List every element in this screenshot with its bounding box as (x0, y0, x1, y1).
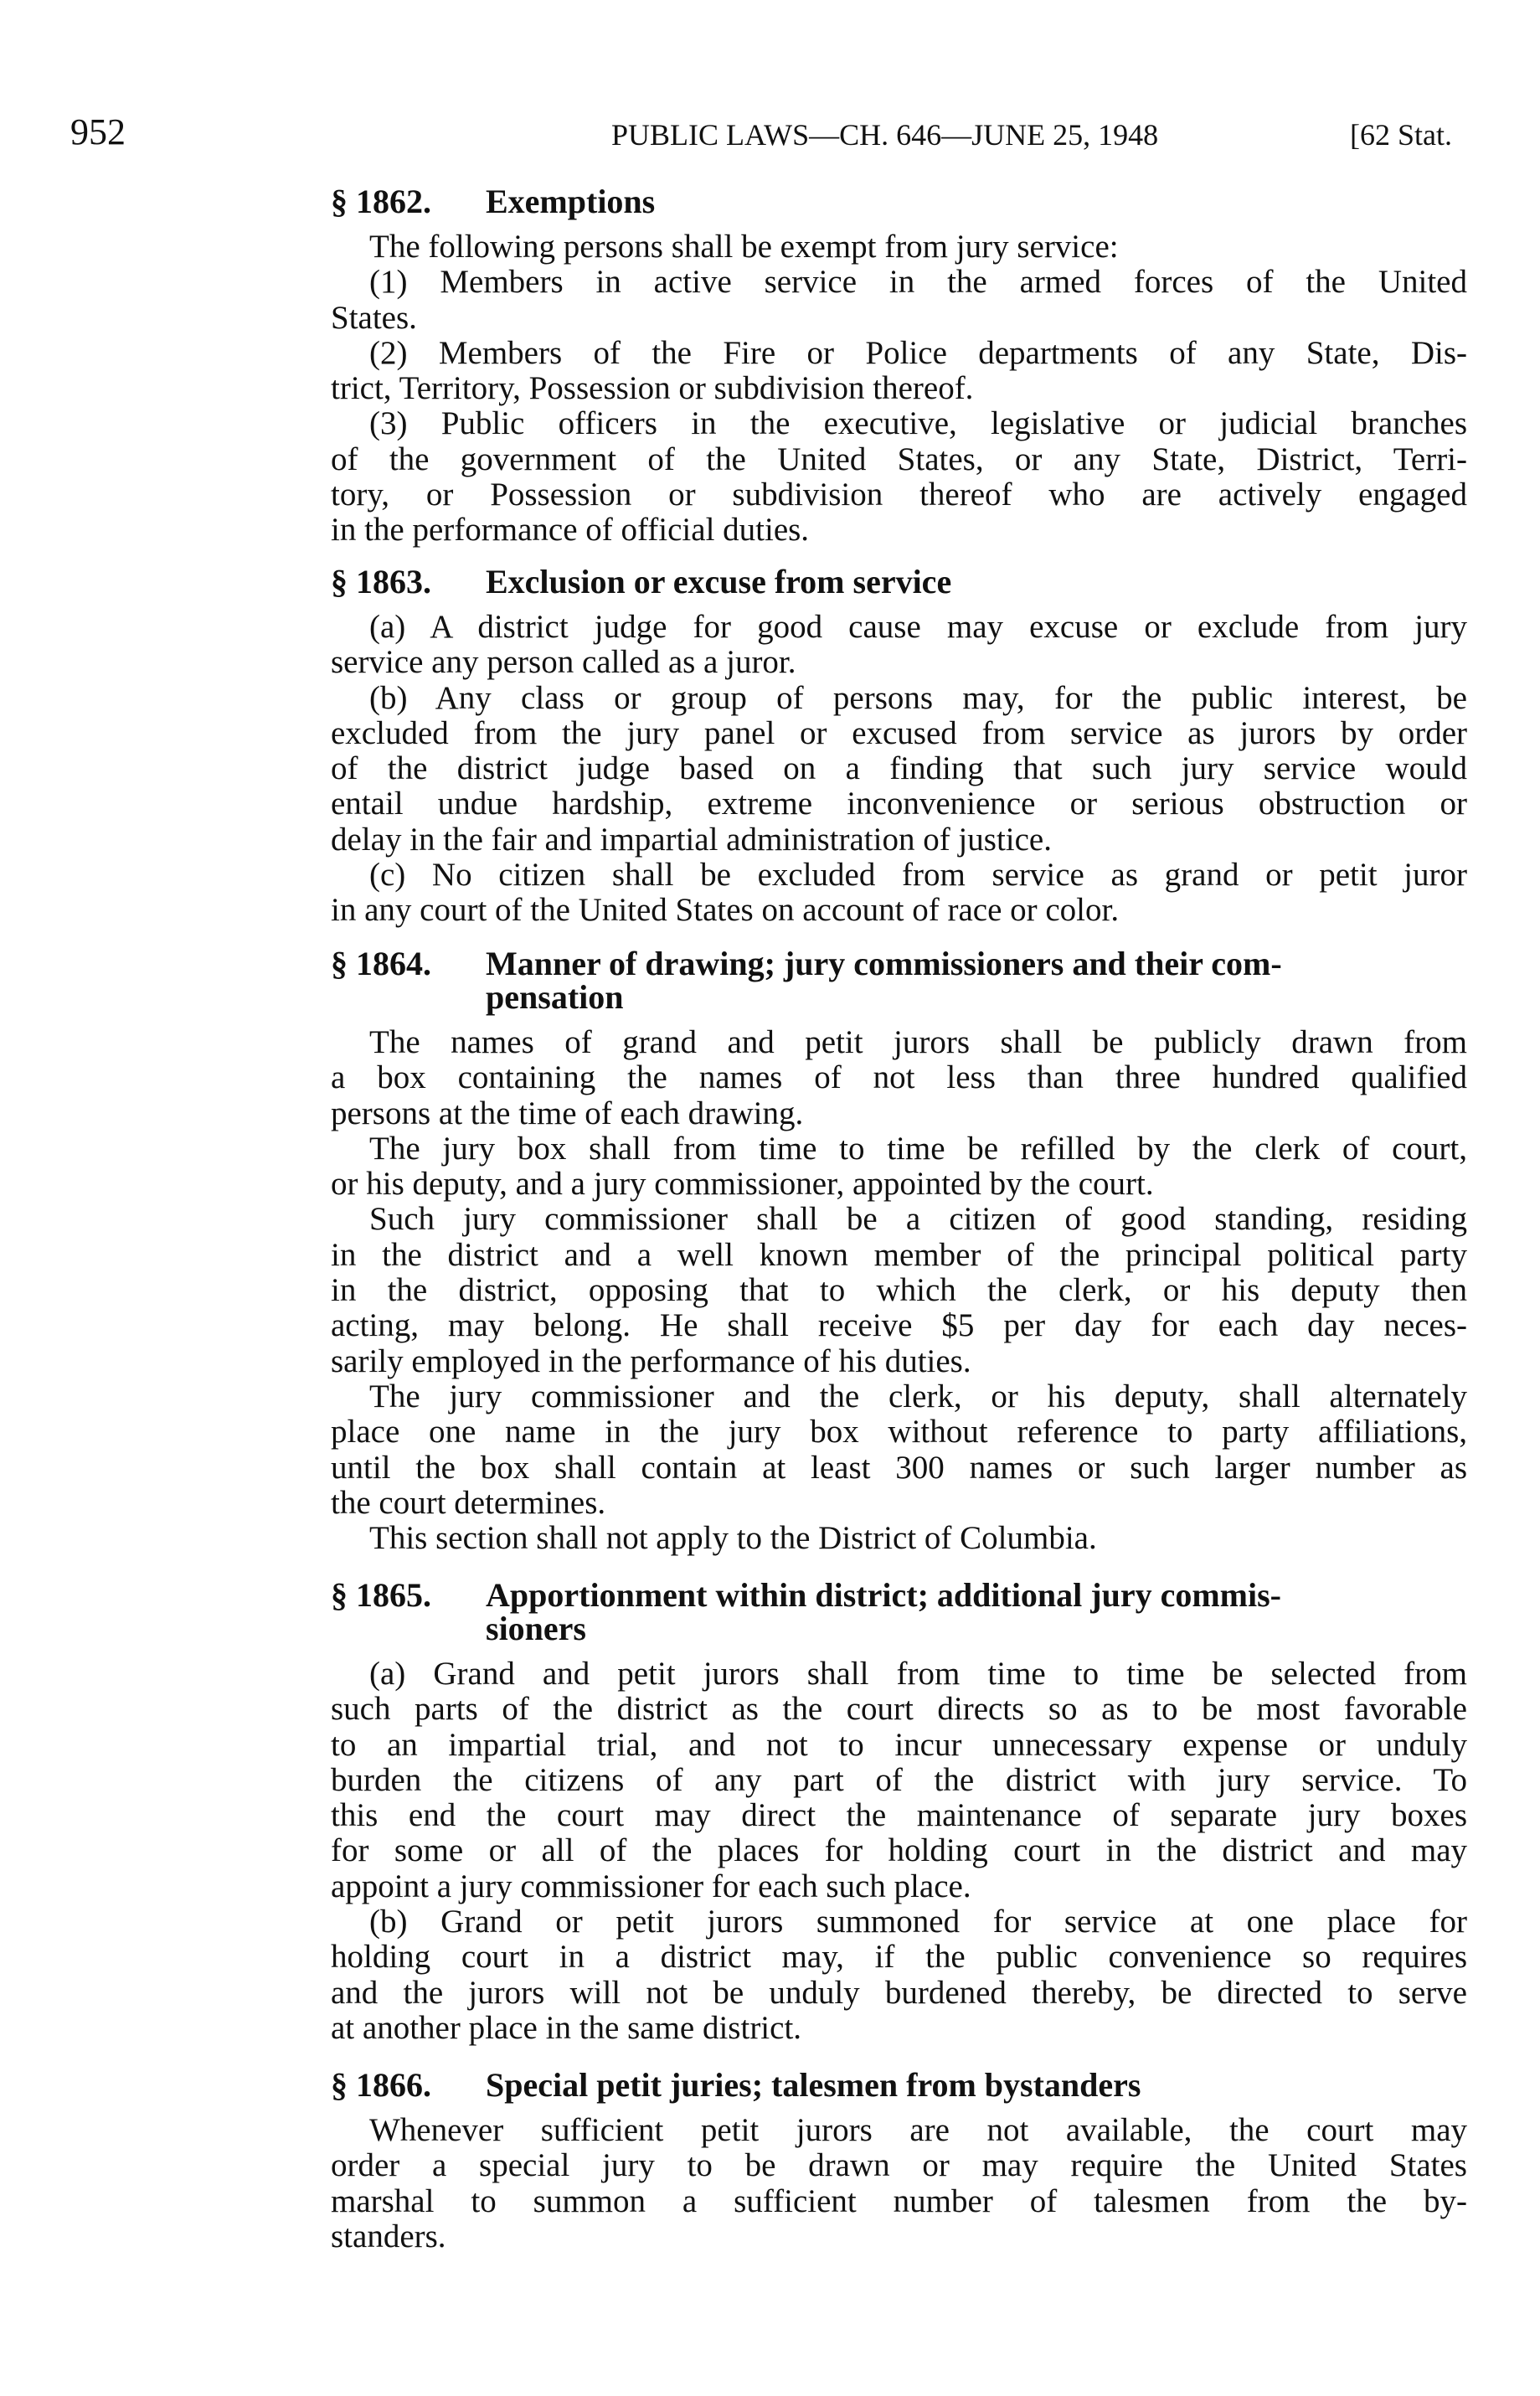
text-line: (2) Members of the Fire or Police departments of any State, Dis- (369, 334, 1467, 371)
text-line: excluded from the jury panel or excused from service as jurors by order (331, 714, 1467, 751)
paragraph (331, 2113, 1467, 2254)
section-1864 (331, 947, 1467, 1556)
text-line: Such jury commissioner shall be a citizen of good standing, residing (369, 1201, 1467, 1238)
text-line: (a) A district judge for good cause may excuse or exclude from jury (369, 609, 1467, 645)
section-heading (331, 978, 1467, 1016)
text-line: service any person called as a juror. (331, 644, 796, 681)
text-line: a box containing the names of not less than three hundred qualified (331, 1059, 1467, 1096)
section-1866 (331, 2066, 1467, 2254)
section-number: § 1864. (331, 945, 431, 982)
section-title: Manner of drawing; jury commissioners and their com- (486, 945, 1282, 982)
text-line: in any court of the United States on account of race or color. (331, 892, 1120, 929)
text-line: such parts of the district as the court directs so as to be most favorable (331, 1691, 1467, 1728)
text-line: The jury box shall from time to time be refilled by the clerk of court, (369, 1130, 1467, 1167)
running-title: PUBLIC LAWS—CH. 646—JUNE 25, 1948 (611, 118, 1159, 152)
paragraph (331, 858, 1467, 929)
text-line: (b) Grand or petit jurors summoned for service at one place for (369, 1904, 1467, 1940)
paragraph (331, 1904, 1467, 2046)
section-number: § 1862. (331, 183, 431, 220)
text-line: (3) Public officers in the executive, legislative or judicial branches (369, 405, 1467, 442)
text-line: and the jurors will not be unduly burdened thereby, be directed to serve (331, 1974, 1467, 2011)
section-1863 (331, 565, 1467, 929)
text-line: Whenever sufficient petit jurors are not available, the court may (369, 2112, 1467, 2148)
section-heading (331, 565, 1467, 599)
text-line: (1) Members in active service in the armed forces of the United (369, 264, 1467, 301)
section-title: Exclusion or excuse from service (486, 563, 952, 600)
text-line: entail undue hardship, extreme inconvenience or serious obstruction or (331, 786, 1467, 822)
text-line: standers. (331, 2218, 446, 2254)
volume-reference: [62 Stat. (1350, 118, 1452, 152)
section-1865 (331, 1576, 1467, 2046)
text-line: or his deputy, and a jury commissioner, appointed by the court. (331, 1166, 1154, 1203)
section-title: Special petit juries; talesmen from bystanders (486, 2066, 1141, 2104)
paragraph (331, 336, 1467, 407)
text-line: of the government of the United States, or any State, District, Terri- (331, 441, 1467, 477)
text-line: (b) Any class or group of persons may, for the public interest, be (369, 679, 1467, 716)
text-line: until the box shall contain at least 300 names or such larger number as (331, 1449, 1467, 1486)
text-line: This section shall not apply to the District of Columbia. (369, 1520, 1097, 1557)
text-line: The jury commissioner and the clerk, or his deputy, shall alternately (369, 1378, 1467, 1414)
text-line: to an impartial trial, and not to incur unnecessary expense or unduly (331, 1726, 1467, 1763)
text-line: sarily employed in the performance of his duties. (331, 1342, 971, 1379)
paragraph (331, 406, 1467, 548)
section-number: § 1866. (331, 2066, 431, 2104)
paragraph (331, 681, 1467, 858)
text-line: tory, or Possession or subdivision thereof who are actively engaged (331, 477, 1467, 513)
text-line: trict, Territory, Possession or subdivision thereof. (331, 370, 974, 407)
text-line: in the district and a well known member of the principal political party (331, 1236, 1467, 1273)
text-line: States. (331, 299, 417, 336)
text-line: in the performance of official duties. (331, 512, 810, 549)
text-line: place one name in the jury box without reference to party affiliations, (331, 1414, 1467, 1450)
section-heading (331, 947, 1467, 981)
text-line: persons at the time of each drawing. (331, 1095, 804, 1131)
text-line: The names of grand and petit jurors shall be publicly drawn from (369, 1024, 1467, 1060)
section-heading (331, 1612, 1467, 1646)
section-number: § 1865. (331, 1576, 431, 1614)
paragraph (331, 1379, 1467, 1521)
section-title: sioners (486, 1610, 586, 1647)
paragraph (331, 1025, 1467, 1131)
text-line: for some or all of the places for holding court in the district and may (331, 1832, 1467, 1869)
text-line: delay in the fair and impartial administration of justice. (331, 821, 1052, 858)
text-line: order a special jury to be drawn or may require the United States (331, 2147, 1467, 2184)
section-heading (331, 185, 1467, 219)
paragraph (331, 1657, 1467, 1904)
section-title: Exemptions (486, 183, 656, 220)
section-number: § 1863. (331, 563, 431, 600)
text-line: holding court in a district may, if the public convenience so requires (331, 1939, 1467, 1976)
section-1862 (331, 185, 1467, 549)
paragraph (331, 265, 1467, 336)
paragraph (331, 1202, 1467, 1378)
text-line: (a) Grand and petit jurors shall from time to time be selected from (369, 1656, 1467, 1692)
paragraph (331, 1521, 1467, 1556)
text-line: (c) No citizen shall be excluded from service as grand or petit juror (369, 857, 1467, 894)
paragraph (331, 610, 1467, 681)
text-line: at another place in the same district. (331, 2009, 802, 2046)
text-line: appoint a jury commissioner for each such place. (331, 1868, 971, 1904)
text-line: of the district judge based on a finding that such jury service would (331, 750, 1467, 787)
text-line: The following persons shall be exempt from jury service: (369, 229, 1119, 265)
paragraph (331, 1131, 1467, 1203)
text-line: in the district, opposing that to which the clerk, or his deputy then (331, 1272, 1467, 1309)
text-line: marshal to summon a sufficient number of talesmen from the by- (331, 2182, 1467, 2219)
section-title: Apportionment within district; additional jury commis- (486, 1576, 1281, 1614)
page-number: 952 (70, 111, 126, 152)
section-heading (331, 1576, 1467, 1614)
text-line: burden the citizens of any part of the district with jury service. To (331, 1761, 1467, 1798)
section-title: pensation (486, 978, 624, 1016)
text-line: acting, may belong. He shall receive $5 per day for each day neces- (331, 1307, 1467, 1344)
text-line: the court determines. (331, 1484, 606, 1521)
text-line: this end the court may direct the maintenance of separate jury boxes (331, 1797, 1467, 1834)
paragraph (331, 229, 1467, 265)
section-heading (331, 2066, 1467, 2104)
